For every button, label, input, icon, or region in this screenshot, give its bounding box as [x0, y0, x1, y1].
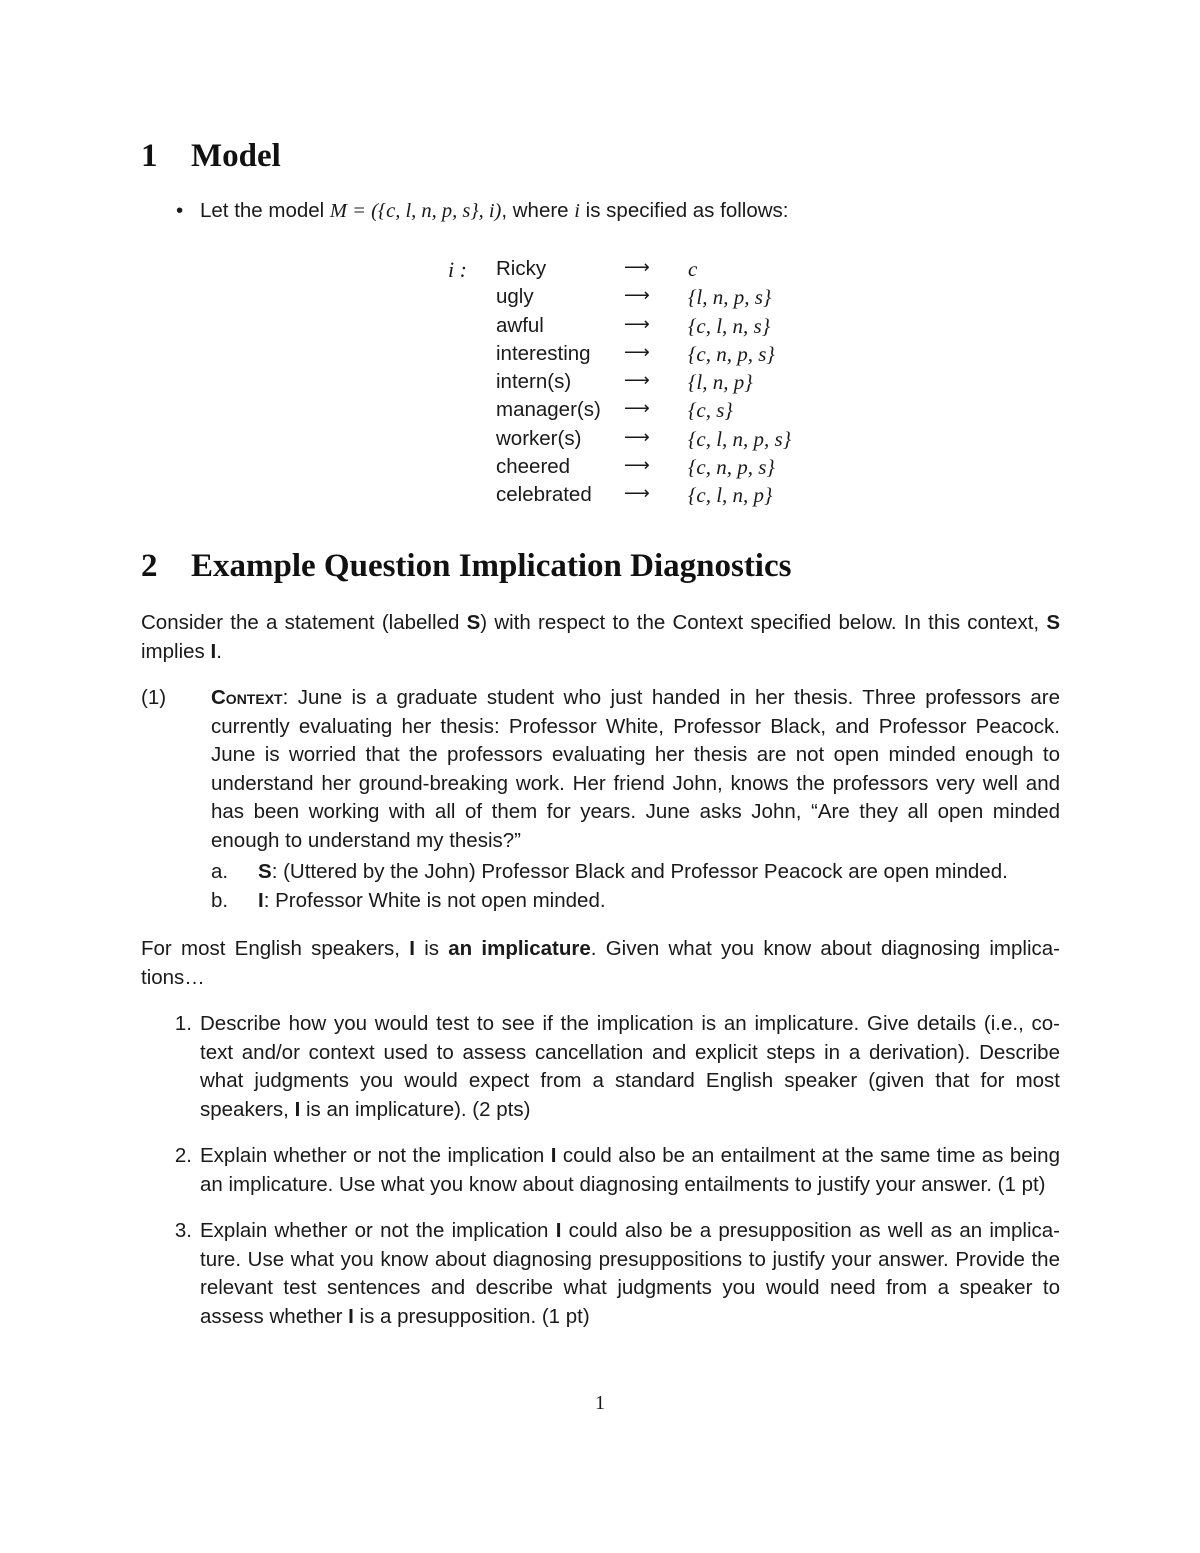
context-paragraph: [211, 684, 1060, 855]
mapping-row: [496, 285, 791, 313]
mapping-row: [496, 314, 791, 342]
mapping-value: c: [688, 257, 698, 281]
mapping-value: {l, n, p}: [688, 370, 753, 395]
context-label: Context: [211, 686, 283, 709]
model-definition-text: Let the model M = ({c, l, n, p, s}, i), where i is specified as follows:: [200, 199, 789, 222]
mapping-value: {l, n, p, s}: [688, 285, 772, 310]
mapping-word: celebrated: [496, 483, 592, 507]
model-formula: M = ({c, l, n, p, s}, i): [329, 200, 502, 222]
question-1: 1. Describe how you would test to see if the implication is an implicature. Give details (i.e., co-text and/or context used to assess cancellation and explicit steps in a derivation). Describe what judgments you would expect from a standard English speaker (given that for most speakers, I is an implicature). (2 pts): [174, 1012, 1060, 1121]
page-number: 1: [595, 1392, 605, 1414]
subitem-b: b. I: Professor White is not open minded.: [211, 888, 606, 912]
mapping-arrow-icon: ⟶: [624, 370, 650, 392]
mapping-arrow-icon: ⟶: [624, 398, 650, 420]
mapping-value: {c, l, n, s}: [688, 313, 771, 338]
interpretation-table: [496, 257, 791, 512]
section-2-heading: [141, 546, 791, 586]
section-1-number: 1: [141, 138, 158, 174]
mapping-word: intern(s): [496, 370, 572, 394]
section-1-title: Model: [191, 138, 281, 174]
mapping-arrow-icon: ⟶: [624, 341, 650, 363]
mapping-word: ugly: [496, 285, 534, 309]
interpretation-function-label: i :: [448, 257, 467, 282]
question-3: 3. Explain whether or not the implication I could also be a presupposition as well as an implica-ture. Use what you know about diagnosing presuppositions to justify your answer. Provide the relevant test sentences and describe what judgments you would need from a speaker to assess whether I is a presupposition. (1 pt): [174, 1219, 1060, 1328]
mapping-row: [496, 342, 791, 370]
example-subitems: [211, 858, 1060, 915]
mapping-arrow-icon: ⟶: [624, 455, 650, 477]
question-list: [160, 1010, 1060, 1349]
section-2-intro: Consider the a statement (labelled S) with respect to the Context specified below. In this context, S implies I.: [141, 611, 1060, 663]
mapping-word: interesting: [496, 341, 591, 365]
subitem-a: a. S: (Uttered by the John) Professor Black and Professor Peacock are open minded.: [211, 860, 1008, 883]
mapping-value: {c, n, p, s}: [688, 341, 775, 366]
mapping-arrow-icon: ⟶: [624, 483, 650, 505]
mapping-arrow-icon: ⟶: [624, 285, 650, 307]
mapping-word: manager(s): [496, 398, 601, 422]
mapping-value: {c, s}: [688, 398, 733, 423]
section-2-number: 2: [141, 548, 158, 584]
implicature-term: an implicature: [448, 937, 591, 960]
bullet-icon: •: [176, 199, 184, 222]
mapping-row: [496, 370, 791, 398]
mapping-value: {c, n, p, s}: [688, 455, 775, 480]
mapping-arrow-icon: ⟶: [624, 426, 650, 448]
mapping-word: awful: [496, 313, 544, 337]
context-text: : June is a graduate student who just handed in her thesis. Three professors are currently evaluating her thesis: Professor White, Professor Black, and Professor Peacock. June is worried that the professors evaluating her thesis are not open minded enough to understand her ground-breaking work. Her friend John, knows the professors very well and has been working with all of them for years. June asks John, “Are they all open minded enough to understand my thesis?”: [211, 686, 1060, 852]
mapping-arrow-icon: ⟶: [624, 313, 650, 335]
mapping-word: cheered: [496, 455, 571, 479]
mapping-arrow-icon: ⟶: [624, 257, 650, 278]
example-number: (1): [141, 686, 167, 709]
mapping-row: [496, 483, 791, 511]
mapping-word: Ricky: [496, 257, 547, 280]
section-1-heading: [141, 136, 281, 176]
section-2-title: Example Question Implication Diagnostics: [191, 548, 792, 584]
mapping-row: [496, 427, 791, 455]
mapping-value: {c, l, n, p}: [688, 483, 773, 508]
followup-paragraph: For most English speakers, I is an implicature. Given what you know about diagnosing implica-tions…: [141, 937, 1060, 989]
mapping-row: [496, 455, 791, 483]
question-2: 2. Explain whether or not the implication I could also be an entailment at the same time as being an implicature. Use what you know about diagnosing entailments to justify your answer. (1 pt): [174, 1144, 1060, 1196]
mapping-word: worker(s): [496, 426, 582, 450]
mapping-row: [496, 398, 791, 426]
mapping-value: {c, l, n, p, s}: [688, 426, 792, 451]
mapping-row: [496, 257, 791, 285]
